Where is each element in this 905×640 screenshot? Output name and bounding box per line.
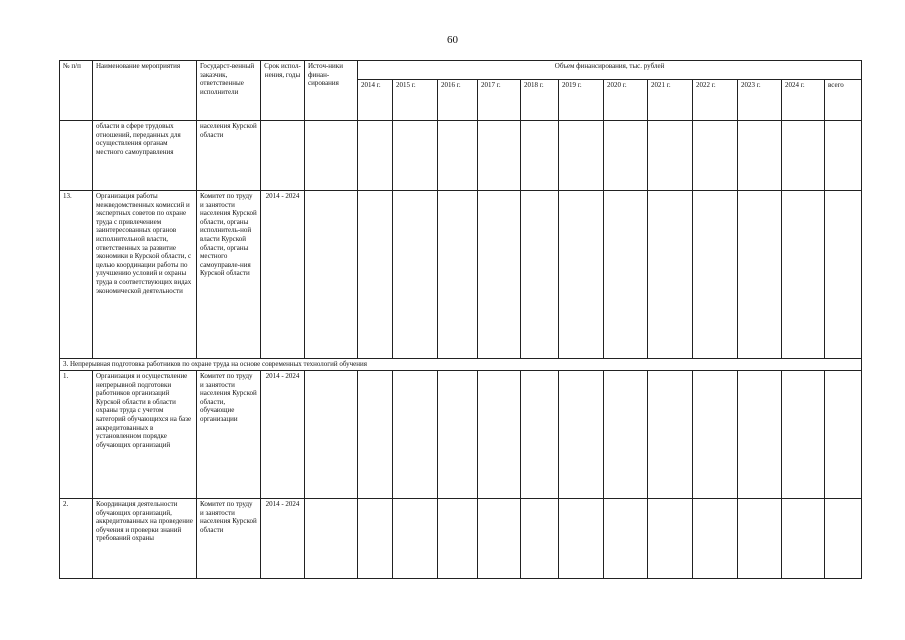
header-year: 2022 г. (693, 80, 738, 121)
row-source (305, 191, 358, 359)
header-source: Источ-ники финан-сирования (305, 61, 358, 121)
header-year: 2024 г. (782, 80, 825, 121)
financing-plan-table (59, 60, 862, 579)
table-row (60, 371, 862, 499)
header-row-top (60, 61, 862, 80)
table-row (60, 499, 862, 579)
section-title: 3. Непрерывная подготовка работников по охране труда на основе современных технологий обучения (60, 359, 862, 371)
header-num: № п/п (60, 61, 93, 121)
header-financing: Объем финансирования, тыс. рублей (358, 61, 862, 80)
table-row (60, 121, 862, 191)
row-customer: Комитет по труду и занятости населения Курской области, органы исполнитель-ной власти Курской области, органы местного самоуправле-ния Курской области (197, 191, 261, 359)
row-term: 2014 - 2024 (261, 371, 305, 499)
row-num (60, 121, 93, 191)
header-year-total: всего (825, 80, 862, 121)
header-year: 2020 г. (604, 80, 648, 121)
row-customer: Комитет по труду и занятости населения Курской области (197, 499, 261, 579)
header-year: 2019 г. (559, 80, 604, 121)
row-name: Организация работы межведомственных комиссий и экспертных советов по охране труда с привлечением заинтересованных органов исполнительной власти, ответственных за развитие экономики в Курской области, с целью координации работы по улучшению условий и охраны труда в соответствующих видах экономической деятельности (93, 191, 197, 359)
header-year: 2016 г. (438, 80, 478, 121)
row-source (305, 371, 358, 499)
header-year: 2015 г. (393, 80, 438, 121)
row-source (305, 499, 358, 579)
section-row (60, 359, 862, 371)
row-customer: населения Курской области (197, 121, 261, 191)
row-source (305, 121, 358, 191)
header-year: 2014 г. (358, 80, 393, 121)
table-row (60, 191, 862, 359)
row-name: области в сфере трудовых отношений, переданных для осуществления органам местного самоуправления (93, 121, 197, 191)
row-num: 13. (60, 191, 93, 359)
row-num: 2. (60, 499, 93, 579)
page-number: 60 (447, 34, 458, 46)
header-year: 2017 г. (478, 80, 521, 121)
row-name: Координация деятельности обучающих организаций, аккредитованных на проведение обучения и проверки знаний требований охраны (93, 499, 197, 579)
row-customer: Комитет по труду и занятости населения Курской области, обучающие организации (197, 371, 261, 499)
row-term: 2014 - 2024 (261, 499, 305, 579)
row-term (261, 121, 305, 191)
row-term: 2014 - 2024 (261, 191, 305, 359)
header-year: 2023 г. (738, 80, 782, 121)
row-num: 1. (60, 371, 93, 499)
header-customer: Государст-венный заказчик, ответственные исполнители (197, 61, 261, 121)
header-year: 2018 г. (521, 80, 559, 121)
header-name: Наименование мероприятия (93, 61, 197, 121)
row-name: Организация и осуществление непрерывной подготовки работников организаций Курской области в области охраны труда с учетом категорий обучающихся на базе аккредитованных в установленном порядке обучающих организаций (93, 371, 197, 499)
header-year: 2021 г. (648, 80, 693, 121)
header-term: Срок испол-нения, годы (261, 61, 305, 121)
